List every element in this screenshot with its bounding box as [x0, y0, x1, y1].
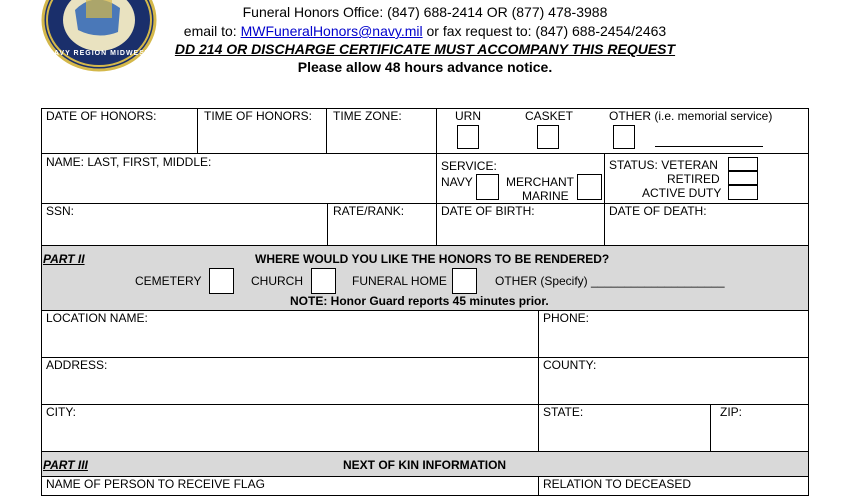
name-label: NAME: LAST, FIRST, MIDDLE:	[46, 155, 212, 169]
email-fax-line	[0, 22, 850, 40]
state-label: STATE:	[543, 405, 584, 419]
time-zone-label: TIME ZONE:	[333, 109, 402, 123]
address-cell[interactable]	[41, 357, 539, 405]
email-prefix: email to:	[183, 23, 241, 39]
email-link[interactable]: MWFuneralHonors@navy.mil	[240, 23, 423, 39]
navy-label: NAVY	[441, 175, 473, 189]
casket-checkbox[interactable]	[537, 125, 559, 149]
navy-checkbox[interactable]	[476, 174, 499, 200]
urn-checkbox[interactable]	[457, 125, 479, 149]
dd214-requirement: DD 214 OR DISCHARGE CERTIFICATE MUST ACCOMPANY THIS REQUEST	[174, 41, 676, 57]
cemetery-checkbox[interactable]	[209, 268, 234, 294]
funeral-home-label: FUNERAL HOME	[352, 274, 447, 288]
phone-label: PHONE:	[543, 311, 590, 325]
date-of-honors-label: DATE OF HONORS:	[46, 109, 157, 123]
veteran-checkbox[interactable]	[728, 157, 758, 171]
dod-label: DATE OF DEATH:	[609, 204, 707, 218]
merchant-marine-checkbox[interactable]	[577, 174, 602, 200]
status-label: STATUS: VETERAN	[609, 158, 718, 172]
service-label: SERVICE:	[441, 159, 497, 173]
other-specify-label: OTHER (Specify) ____________________	[495, 274, 725, 288]
city-label: CITY:	[46, 405, 77, 419]
funeral-home-checkbox[interactable]	[452, 268, 477, 294]
fax-text: or fax request to: (847) 688-2454/2463	[422, 23, 667, 39]
retired-label: RETIRED	[667, 172, 720, 186]
marine-label: MARINE	[522, 189, 569, 203]
other-specify-line[interactable]	[655, 146, 763, 147]
time-of-honors-label: TIME OF HONORS:	[204, 109, 312, 123]
advance-notice: Please allow 48 hours advance notice.	[297, 59, 553, 75]
church-label: CHURCH	[251, 274, 303, 288]
cemetery-label: CEMETERY	[135, 274, 202, 288]
person-flag-label: NAME OF PERSON TO RECEIVE FLAG	[46, 477, 265, 491]
funeral-office-line: Funeral Honors Office: (847) 688-2414 OR (877) 478-3988	[242, 4, 608, 20]
active-duty-label: ACTIVE DUTY	[642, 186, 722, 200]
next-of-kin-heading: NEXT OF KIN INFORMATION	[343, 458, 507, 472]
county-label: COUNTY:	[543, 358, 597, 372]
ssn-cell[interactable]	[41, 203, 328, 246]
retired-checkbox[interactable]	[728, 171, 758, 185]
ssn-label: SSN:	[46, 204, 75, 218]
address-label: ADDRESS:	[46, 358, 108, 372]
part3-title: PART III	[43, 458, 88, 472]
part2-title: PART II	[43, 252, 85, 266]
active-duty-checkbox[interactable]	[728, 185, 758, 200]
location-name-label: LOCATION NAME:	[46, 311, 148, 325]
urn-label: URN	[455, 109, 481, 123]
honor-guard-note: NOTE: Honor Guard reports 45 minutes prior.	[290, 294, 549, 308]
relation-label: RELATION TO DECEASED	[543, 477, 692, 491]
church-checkbox[interactable]	[311, 268, 336, 294]
part2-question: WHERE WOULD YOU LIKE THE HONORS TO BE RENDERED?	[255, 252, 610, 266]
rate-rank-label: RATE/RANK:	[333, 204, 405, 218]
casket-label: CASKET	[525, 109, 574, 123]
merchant-label: MERCHANT	[506, 175, 574, 189]
logo-text: NAVY REGION MIDWEST	[47, 50, 151, 57]
other-checkbox[interactable]	[613, 125, 635, 149]
other-label: OTHER (i.e. memorial service)	[609, 109, 773, 123]
dob-label: DATE OF BIRTH:	[441, 204, 535, 218]
city-cell[interactable]	[41, 404, 539, 452]
zip-label: ZIP:	[720, 405, 743, 419]
